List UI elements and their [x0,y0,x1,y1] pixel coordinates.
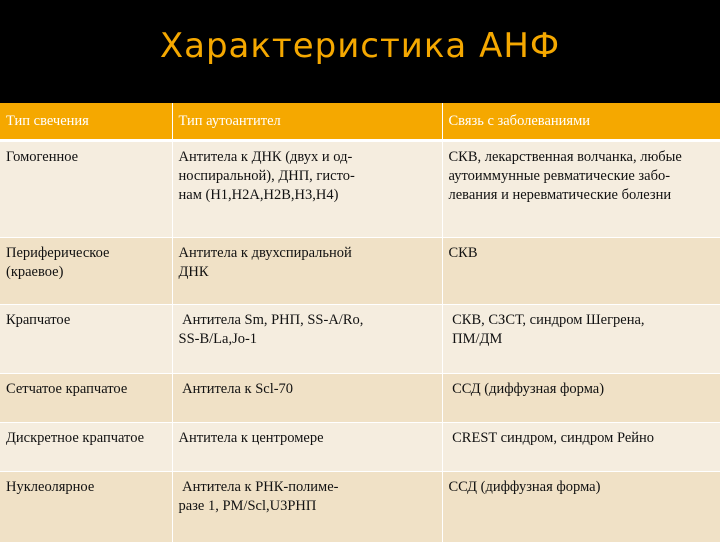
cell-fluorescence-type: Гомогенное [0,141,172,238]
cell-fluorescence-type: Нуклеолярное [0,472,172,543]
cell-fluorescence-type: Периферическое (краевое) [0,238,172,305]
cell-autoantibody-type: Антитела к ДНК (двух и од- носпиральной), ДНП, гисто- нам (H1,H2A,H2B,H3,H4) [172,141,442,238]
cell-autoantibody-type: Антитела Sm, РНП, SS-A/Ro, SS-B/La,Jo-1 [172,305,442,374]
table-row [0,141,720,238]
cell-disease-association: СКВ, лекарственная волчанка, любые аутоиммунные ревматические забо- левания и неревматические болезни [442,141,720,238]
table-row [0,472,720,543]
cell-autoantibody-type: Антитела к РНК-полиме- разе 1, PM/Scl,U3РНП [172,472,442,543]
anf-table [0,103,720,543]
cell-autoantibody-type: Антитела к центромере [172,423,442,472]
header-fluorescence-type: Тип свечения [0,103,172,141]
cell-disease-association: СКВ, СЗСТ, синдром Шегрена, ПМ/ДМ [442,305,720,374]
cell-disease-association: CREST синдром, синдром Рейно [442,423,720,472]
table-row [0,423,720,472]
cell-fluorescence-type: Сетчатое крапчатое [0,374,172,423]
cell-disease-association: ССД (диффузная форма) [442,374,720,423]
cell-autoantibody-type: Антитела к Scl-70 [172,374,442,423]
cell-disease-association: СКВ [442,238,720,305]
header-autoantibody-type: Тип аутоантител [172,103,442,141]
cell-fluorescence-type: Дискретное крапчатое [0,423,172,472]
cell-autoantibody-type: Антитела к двухспиральной ДНК [172,238,442,305]
table-row [0,238,720,305]
header-disease-association: Связь с заболеваниями [442,103,720,141]
table-row [0,305,720,374]
cell-fluorescence-type: Крапчатое [0,305,172,374]
table-header-row [0,103,720,141]
table-row [0,374,720,423]
slide-title: Характеристика АНФ [159,26,561,66]
cell-disease-association: ССД (диффузная форма) [442,472,720,543]
